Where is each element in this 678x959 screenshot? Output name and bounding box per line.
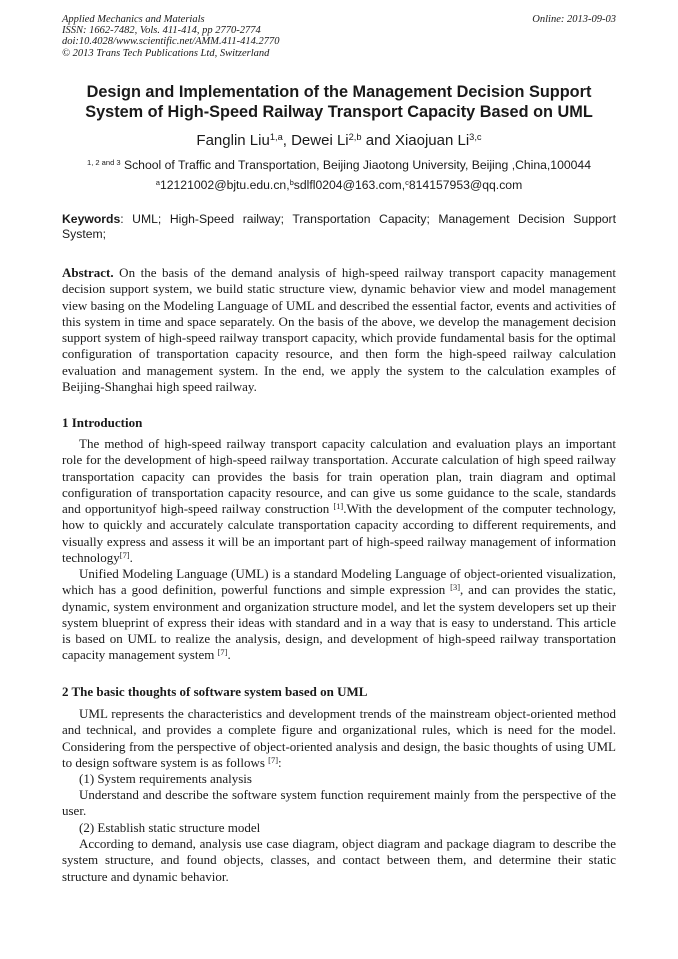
citation: [7] (119, 549, 130, 560)
copyright-line: © 2013 Trans Tech Publications Ltd, Switzerland (62, 47, 270, 59)
author-2: Dewei Li (291, 132, 349, 149)
email-marker-b: b (289, 177, 294, 187)
author-1-affil: 1,a (269, 131, 283, 142)
section-2-paragraph-1 (62, 706, 616, 771)
section-1-paragraph-1 (62, 436, 616, 566)
citation: [7] (217, 647, 228, 658)
abstract (62, 265, 616, 395)
paper-title (62, 82, 616, 122)
keywords (62, 212, 616, 242)
citation: [7] (268, 754, 279, 765)
author-3-affil: 3,c (469, 131, 482, 142)
paragraph-text: . (227, 647, 231, 663)
author-list (62, 132, 616, 150)
affiliation-text: School of Traffic and Transportation, Beijing Jiaotong University, Beijing ,China,100044 (120, 158, 591, 172)
author-1: Fanglin Liu (196, 132, 270, 149)
email-b: sdlfl0204@163.com, (293, 178, 406, 192)
doi-line: doi:10.4028/www.scientific.net/AMM.411-414.2770 (62, 36, 280, 48)
section-2-heading: 2 The basic thoughts of software system based on UML (62, 684, 368, 699)
list-item-1-text: Understand and describe the software system function requirement mainly from the perspective of the user. (62, 787, 616, 819)
section-1-heading: 1 Introduction (62, 415, 143, 430)
affiliation-marker: 1, 2 and 3 (87, 157, 121, 167)
title-line-2: System of High-Speed Railway Transport Capacity Based on UML (85, 103, 593, 121)
journal-header (62, 14, 616, 59)
list-item-2-text: According to demand, analysis use case diagram, object diagram and package diagram to describe the system structure, and found objects, classes, and contact between them, and determine their static structure and dynamic behavior. (62, 836, 616, 884)
issn-line: ISSN: 1662-7482, Vols. 411-414, pp 2770-2774 (62, 25, 261, 37)
keywords-text: : UML; High-Speed railway; Transportation Capacity; Management Decision Support System; (62, 212, 616, 242)
list-item-2: (2) Establish static structure model (79, 820, 261, 835)
author-emails (62, 178, 616, 193)
paragraph-text: The method of high-speed railway transport capacity calculation and evaluation plays an important role for the development of high-speed railway transportation. Accurate calculation of high speed railway transportation capacity can provides the basis for train operation plan, train diagram and optimal configuration of transportation capacity resource, and can give us some guidance to the scale, standards and opportunityof high-speed railway construction (62, 436, 616, 517)
abstract-text: On the basis of the demand analysis of high-speed railway transport capacity management decision support system, we build static structure view, dynamic behavior view and model management view basing on the Modeling Language of UML and described the essential factor, events and activities of this system in time and space separately. On the basis of the above, we develop the management decision support system of high-speed railway transport capacity, which provide fundamental basis for the optimal configuration of transportation capacity resource, and then form the high-speed railway calculation evaluation and management system. In the end, we apply the system to the calculation examples of Beijing-Shanghai high speed railway. (62, 265, 616, 395)
email-marker-c: c (405, 177, 409, 187)
author-separator: and (361, 132, 395, 149)
citation: [1] (333, 500, 344, 511)
email-marker-a: a (155, 177, 160, 187)
paragraph-text: : (278, 754, 282, 770)
paragraph-text: , and can provides the static, dynamic, system environment and organization structure model, and let the system developers set up their system blueprint of express their ideas with standard and in a way that is easy to understand. This article is based on UML to realize the analysis, design, and development of high-speed railway transportation capacity management system (62, 582, 616, 663)
author-3: Xiaojuan Li (394, 132, 470, 149)
paragraph-text: . (129, 550, 133, 566)
section-1-paragraph-2 (62, 566, 616, 664)
journal-name: Applied Mechanics and Materials (62, 14, 205, 25)
paragraph-text: .With the development of the computer technology, how to quickly and accurately calculate transportation capacity according to different requirements, and visually express and assess it will be an important part of high-speed railway management of information technology (62, 501, 616, 566)
online-date: Online: 2013-09-03 (532, 14, 616, 25)
keywords-label: Keywords (62, 212, 121, 226)
email-c: 814157953@qq.com (408, 178, 523, 192)
email-a: 12121002@bjtu.edu.cn, (159, 178, 290, 192)
paragraph-text: UML represents the characteristics and development trends of the mainstream object-oriented method and technical, and provides a complete figure and organizational rules, which is need for the model. Considering from the perspective of object-oriented analysis and design, the basic thoughts of using UML to design software system is as follows (62, 706, 616, 770)
abstract-label: Abstract. (62, 265, 114, 280)
title-line-1: Design and Implementation of the Management Decision Support (86, 83, 592, 101)
citation: [3] (450, 582, 461, 593)
author-2-affil: 2,b (348, 131, 362, 142)
list-item-1: (1) System requirements analysis (79, 771, 252, 786)
author-separator: , (282, 132, 292, 149)
paragraph-text: Unified Modeling Language (UML) is a standard Modeling Language of object-oriented visualization, which has a good definition, powerful functions and simple expression (62, 566, 616, 598)
affiliation (40, 158, 638, 173)
